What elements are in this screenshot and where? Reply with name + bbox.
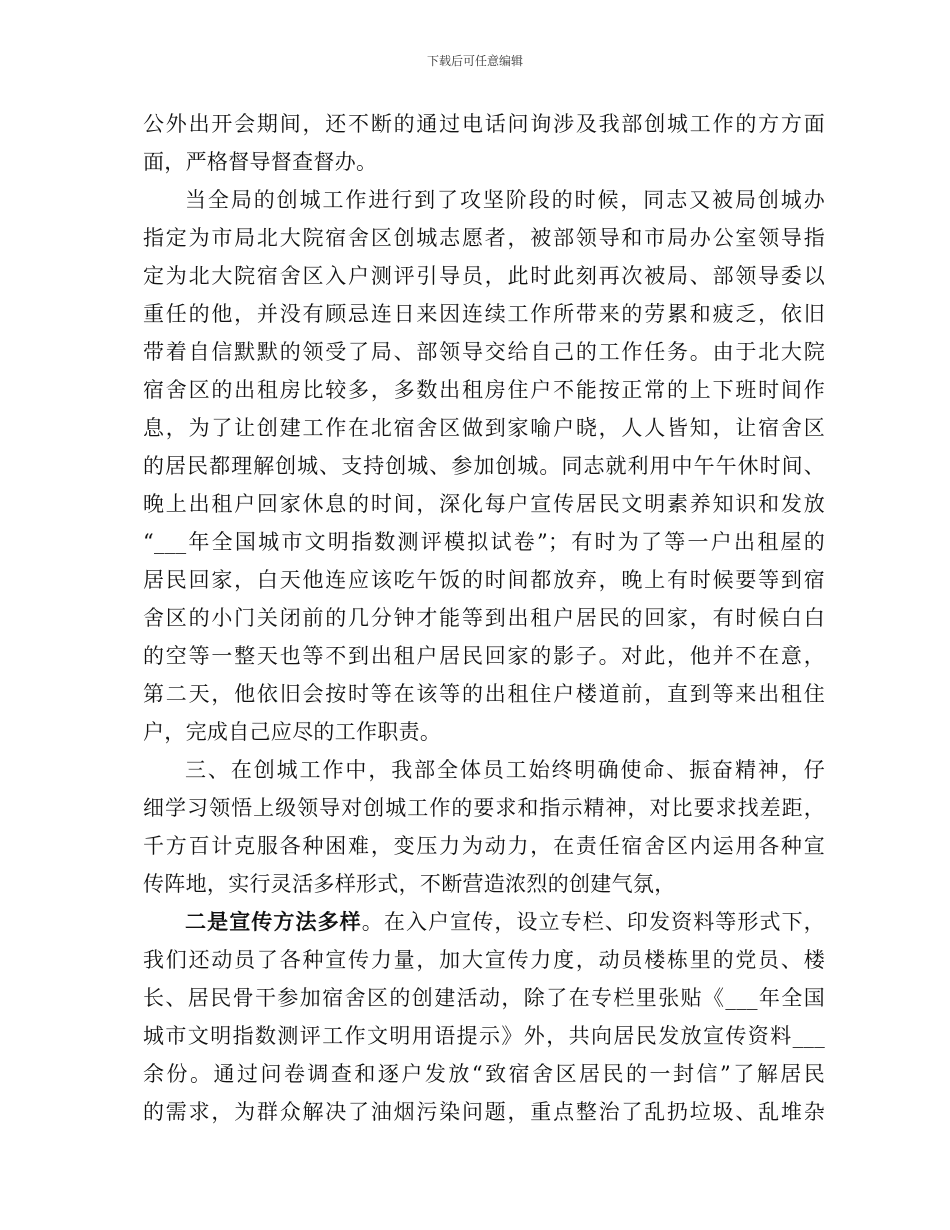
text-line: 息，为了让创建工作在北宿舍区做到家喻户晓，人人皆知，让宿舍区 <box>143 416 825 440</box>
lead-rest-text: 。在入户宣传，设立专栏、印发资料等形式下， <box>361 910 825 934</box>
text-line: 定为北大院宿舍区入户测评引导员，此时此刻再次被局、部领导委以 <box>143 264 825 288</box>
text-line: 余份。通过问卷调查和逐户发放“致宿舍区居民的一封信”了解居民 <box>143 1062 825 1086</box>
text-line: 第二天，他依旧会按时等在该等的出租住户楼道前，直到等来出租住 <box>143 682 825 706</box>
paragraph-block-1 <box>143 105 825 903</box>
text-line: “___年全国城市文明指数测评模拟试卷”；有时为了等一户出租屋的 <box>143 530 825 554</box>
text-line: 城市文明指数测评工作文明用语提示》外，共向居民发放宣传资料___ <box>143 1024 825 1048</box>
bold-lead-text: 二是宣传方法多样 <box>185 909 362 934</box>
paragraph-lead-line <box>143 903 825 941</box>
document-body <box>143 105 825 1131</box>
text-line: 长、居民骨干参加宿舍区的创建活动，除了在专栏里张贴《___年全国 <box>143 986 825 1010</box>
text-line: 指定为市局北大院宿舍区创城志愿者，被部领导和市局办公室领导指 <box>143 226 825 250</box>
text-line: 的居民都理解创城、支持创城、参加创城。同志就利用中午午休时间、 <box>143 454 825 478</box>
text-line: 的空等一整天也等不到出租户居民回家的影子。对此，他并不在意， <box>143 644 825 668</box>
text-line: 带着自信默默的领受了局、部领导交给自己的工作任务。由于北大院 <box>143 340 825 364</box>
text-line: 细学习领悟上级领导对创城工作的要求和指示精神，对比要求找差距， <box>143 796 825 820</box>
text-line: 舍区的小门关闭前的几分钟才能等到出租户居民的回家，有时候白白 <box>143 606 825 630</box>
text-line: 三、在创城工作中，我部全体员工始终明确使命、振奋精神，仔 <box>185 758 825 782</box>
text-line: 户，完成自己应尽的工作职责。 <box>143 720 442 744</box>
text-line: 重任的他，并没有顾忌连日来因连续工作所带来的劳累和疲乏，依旧 <box>143 302 825 326</box>
text-line: 的需求，为群众解决了油烟污染问题，重点整治了乱扔垃圾、乱堆杂 <box>143 1100 825 1124</box>
text-line: 千方百计克服各种困难，变压力为动力，在责任宿舍区内运用各种宣 <box>143 834 825 858</box>
text-line: 面，严格督导督查督办。 <box>143 150 378 174</box>
text-line: 宿舍区的出租房比较多，多数出租房住户不能按正常的上下班时间作 <box>143 378 825 402</box>
text-line: 当全局的创城工作进行到了攻坚阶段的时候，同志又被局创城办 <box>185 188 825 212</box>
paragraph-block-2 <box>143 941 825 1131</box>
text-line: 居民回家，白天他连应该吃午饭的时间都放弃，晚上有时候要等到宿 <box>143 568 825 592</box>
page-header: 下载后可任意编辑 <box>426 54 523 68</box>
text-line: 传阵地，实行灵活多样形式，不断营造浓烈的创建气氛， <box>143 872 676 896</box>
text-line: 我们还动员了各种宣传力量，加大宣传力度，动员楼栋里的党员、楼 <box>143 948 825 972</box>
text-line: 公外出开会期间，还不断的通过电话问询涉及我部创城工作的方方面 <box>143 112 825 136</box>
text-line: 晚上出租户回家休息的时间，深化每户宣传居民文明素养知识和发放 <box>143 492 825 516</box>
